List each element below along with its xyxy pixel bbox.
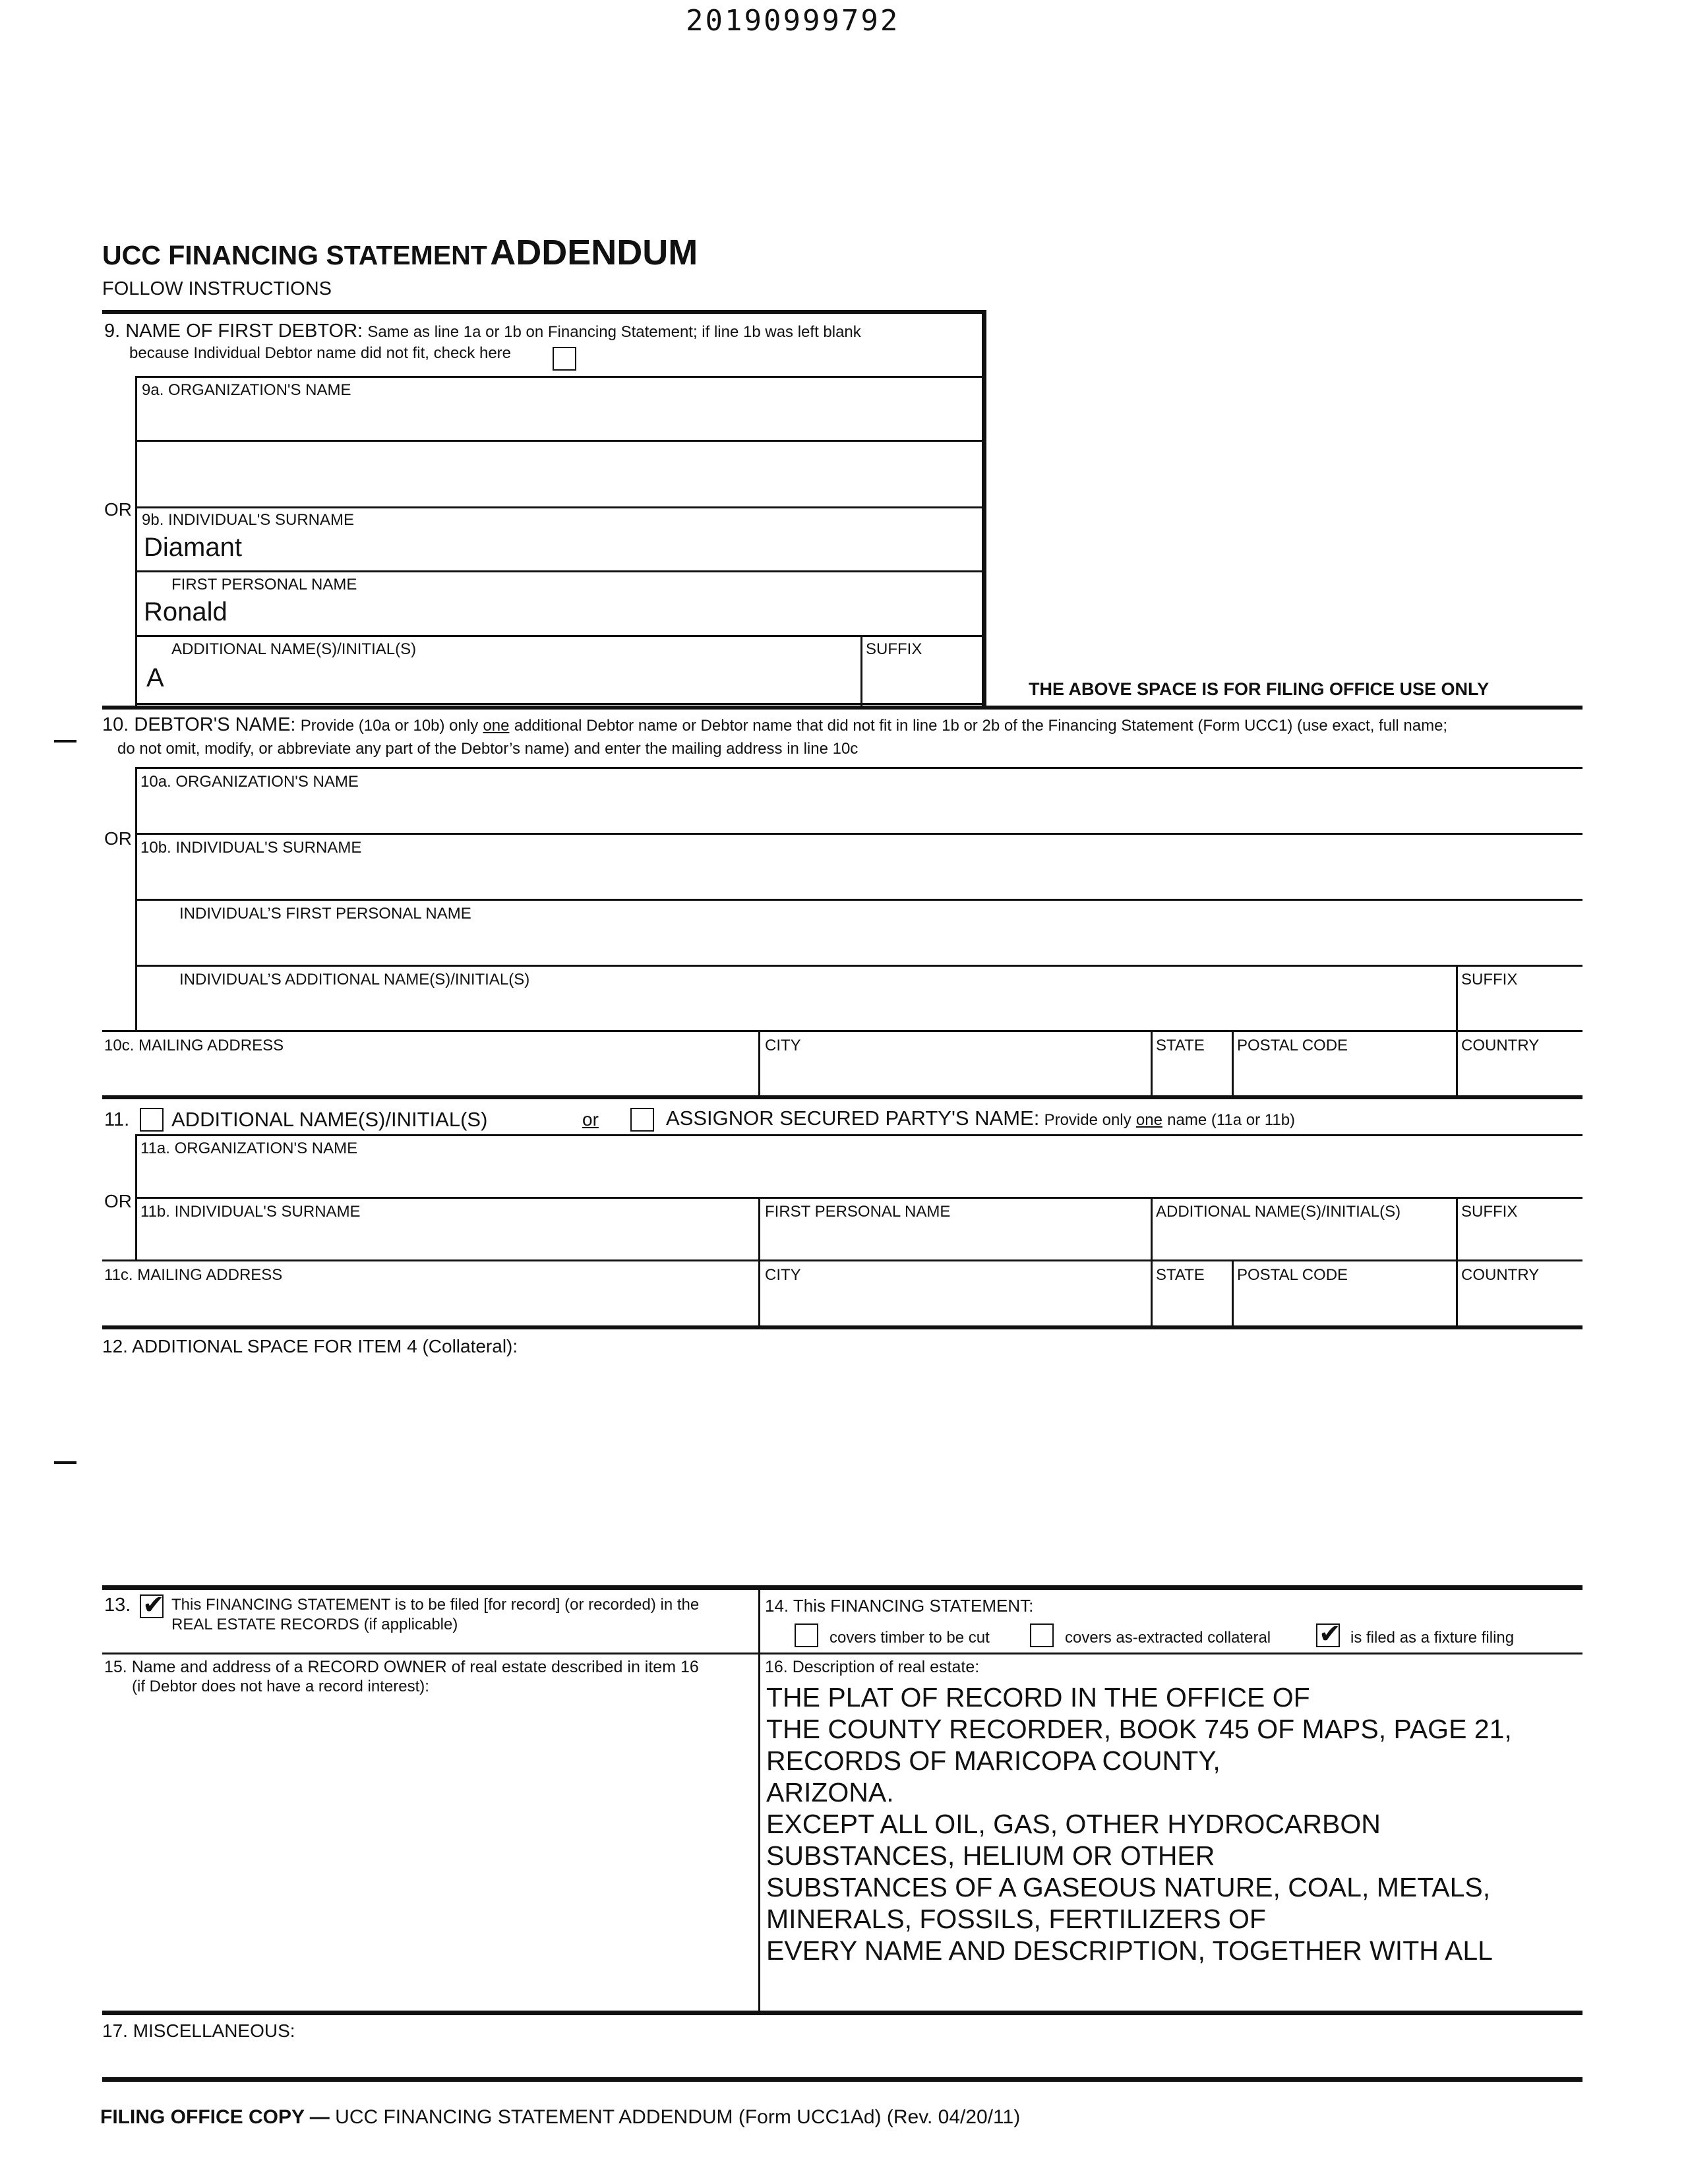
item10-first-label: INDIVIDUAL’S FIRST PERSONAL NAME (179, 905, 471, 923)
item9-same-as-checkbox[interactable] (553, 347, 576, 371)
description-line: RECORDS OF MARICOPA COUNTY, (766, 1745, 1221, 1776)
item10-state-label: STATE (1156, 1037, 1205, 1054)
item11a-label: 11a. ORGANIZATION'S NAME (140, 1139, 358, 1157)
item9-heading: 9. NAME OF FIRST DEBTOR: Same as line 1a or 1b on Financing Statement; if line 1b was left blank (104, 320, 861, 342)
item10-first-field[interactable] (137, 925, 1581, 964)
item16-label: 16. Description of real estate: (765, 1658, 980, 1676)
item13-text1: This FINANCING STATEMENT is to be filed [for record] (or recorded) in the (171, 1596, 700, 1614)
item9-suffix-label: SUFFIX (866, 640, 922, 658)
form-title-addendum: ADDENDUM (490, 233, 698, 272)
item17-label: 17. MISCELLANEOUS: (102, 2020, 295, 2041)
additional-secured-party-checkbox[interactable] (140, 1108, 164, 1132)
item11-num: 11. (104, 1109, 130, 1130)
item11-additional-label: ADDITIONAL NAME(S)/INITIAL(S) (171, 1108, 488, 1131)
item11-or-word: or (582, 1109, 599, 1130)
item11-suffix-label: SUFFIX (1461, 1203, 1518, 1221)
fixture-filing-label: is filed as a fixture filing (1350, 1629, 1515, 1647)
item11-additional-name-label: ADDITIONAL NAME(S)/INITIAL(S) (1156, 1203, 1401, 1221)
as-extracted-collateral-label: covers as-extracted collateral (1065, 1629, 1271, 1647)
item10-note: do not omit, modify, or abbreviate any part of the Debtor’s name) and enter the mailing address in line 10c (117, 740, 859, 758)
item9a-field[interactable] (137, 402, 982, 439)
fixture-filing-checkbox[interactable] (1316, 1623, 1340, 1647)
description-line: ARIZONA. (766, 1777, 894, 1807)
item9-note: because Individual Debtor name did not fit, check here (129, 344, 512, 362)
item11-state-label: STATE (1156, 1266, 1205, 1284)
item10-suffix-label: SUFFIX (1461, 971, 1518, 988)
item11c-label: 11c. MAILING ADDRESS (104, 1266, 283, 1284)
item11a-field[interactable] (137, 1159, 1581, 1196)
item10b-label: 10b. INDIVIDUAL'S SURNAME (140, 839, 362, 857)
covers-timber-checkbox[interactable] (795, 1623, 818, 1647)
item10-or: OR (104, 828, 132, 849)
item10-postal-label: POSTAL CODE (1237, 1037, 1348, 1054)
debtor-initial-value: A (146, 663, 164, 692)
item11b-label: 11b. INDIVIDUAL'S SURNAME (140, 1203, 361, 1221)
item10a-field[interactable] (137, 793, 1581, 832)
item14-label: 14. This FINANCING STATEMENT: (765, 1596, 1034, 1616)
item11-postal-label: POSTAL CODE (1237, 1266, 1348, 1284)
footer-form-name: UCC FINANCING STATEMENT ADDENDUM (Form UCC1Ad) (Rev. 04/20/11) (335, 2106, 1021, 2128)
item11-country-label: COUNTRY (1461, 1266, 1540, 1284)
item9a-label: 9a. ORGANIZATION'S NAME (142, 381, 351, 399)
item12-collateral-field[interactable] (102, 1362, 1582, 1579)
debtor-first-name-value: Ronald (144, 597, 227, 626)
item11-first-label: FIRST PERSONAL NAME (765, 1203, 951, 1221)
item10a-label: 10a. ORGANIZATION'S NAME (140, 773, 359, 791)
covers-timber-label: covers timber to be cut (829, 1629, 990, 1647)
item9-or: OR (104, 499, 132, 520)
description-line: MINERALS, FOSSILS, FERTILIZERS OF (766, 1904, 1266, 1934)
item13-text2: REAL ESTATE RECORDS (if applicable) (171, 1616, 458, 1633)
item10-city-label: CITY (765, 1037, 801, 1054)
item9a-field-2[interactable] (137, 442, 982, 506)
item10-heading: 10. DEBTOR'S NAME: Provide (10a or 10b) only one additional Debtor name or Debtor name that did not fit in line 1b or 2b of the Financing Statement (Form UCC1) (use exact, full name; (102, 714, 1448, 735)
description-line: THE PLAT OF RECORD IN THE OFFICE OF (766, 1682, 1310, 1713)
item9b-label: 9b. INDIVIDUAL'S SURNAME (142, 511, 354, 529)
description-line: SUBSTANCES OF A GASEOUS NATURE, COAL, METALS, (766, 1872, 1491, 1902)
as-extracted-collateral-checkbox[interactable] (1030, 1623, 1054, 1647)
description-line: THE COUNTY RECORDER, BOOK 745 OF MAPS, PAGE 21, (766, 1714, 1512, 1744)
item11-city-label: CITY (765, 1266, 801, 1284)
assignor-secured-party-checkbox[interactable] (630, 1108, 654, 1132)
filing-office-use-note: THE ABOVE SPACE IS FOR FILING OFFICE USE ONLY (1029, 679, 1490, 699)
description-line: SUBSTANCES, HELIUM OR OTHER (766, 1840, 1215, 1871)
debtor-surname-value: Diamant (144, 533, 242, 562)
item10-additional-label: INDIVIDUAL’S ADDITIONAL NAME(S)/INITIAL(S) (179, 971, 530, 988)
description-line: EXCEPT ALL OIL, GAS, OTHER HYDROCARBON (766, 1809, 1381, 1839)
item15-label2: (if Debtor does not have a record interest): (132, 1678, 429, 1695)
footer-copy-label: FILING OFFICE COPY — (100, 2106, 330, 2128)
document-number: 20190999792 (686, 4, 900, 38)
item10-country-label: COUNTRY (1461, 1037, 1540, 1054)
description-line: EVERY NAME AND DESCRIPTION, TOGETHER WITH ALL (766, 1935, 1493, 1966)
item9-first-label: FIRST PERSONAL NAME (171, 576, 357, 593)
miscellaneous-field[interactable] (102, 2044, 1582, 2077)
item9-additional-label: ADDITIONAL NAME(S)/INITIAL(S) (171, 640, 417, 658)
form-title (102, 232, 698, 273)
item10c-label: 10c. MAILING ADDRESS (104, 1037, 284, 1054)
item10b-field[interactable] (137, 859, 1581, 898)
item11-or: OR (104, 1191, 132, 1211)
record-owner-field[interactable] (104, 1701, 754, 2008)
item15-label1: 15. Name and address of a RECORD OWNER of real estate described in item 16 (104, 1658, 699, 1676)
footer (100, 2106, 1020, 2129)
item12-label: 12. ADDITIONAL SPACE FOR ITEM 4 (Collateral): (102, 1336, 518, 1356)
item13-num: 13. (104, 1594, 131, 1616)
item11-assignor-label: ASSIGNOR SECURED PARTY'S NAME: Provide only one name (11a or 11b) (666, 1107, 1296, 1130)
follow-instructions: FOLLOW INSTRUCTIONS (102, 278, 332, 299)
item13-real-estate-checkbox[interactable] (140, 1594, 164, 1618)
form-title-main: UCC FINANCING STATEMENT (102, 240, 487, 270)
